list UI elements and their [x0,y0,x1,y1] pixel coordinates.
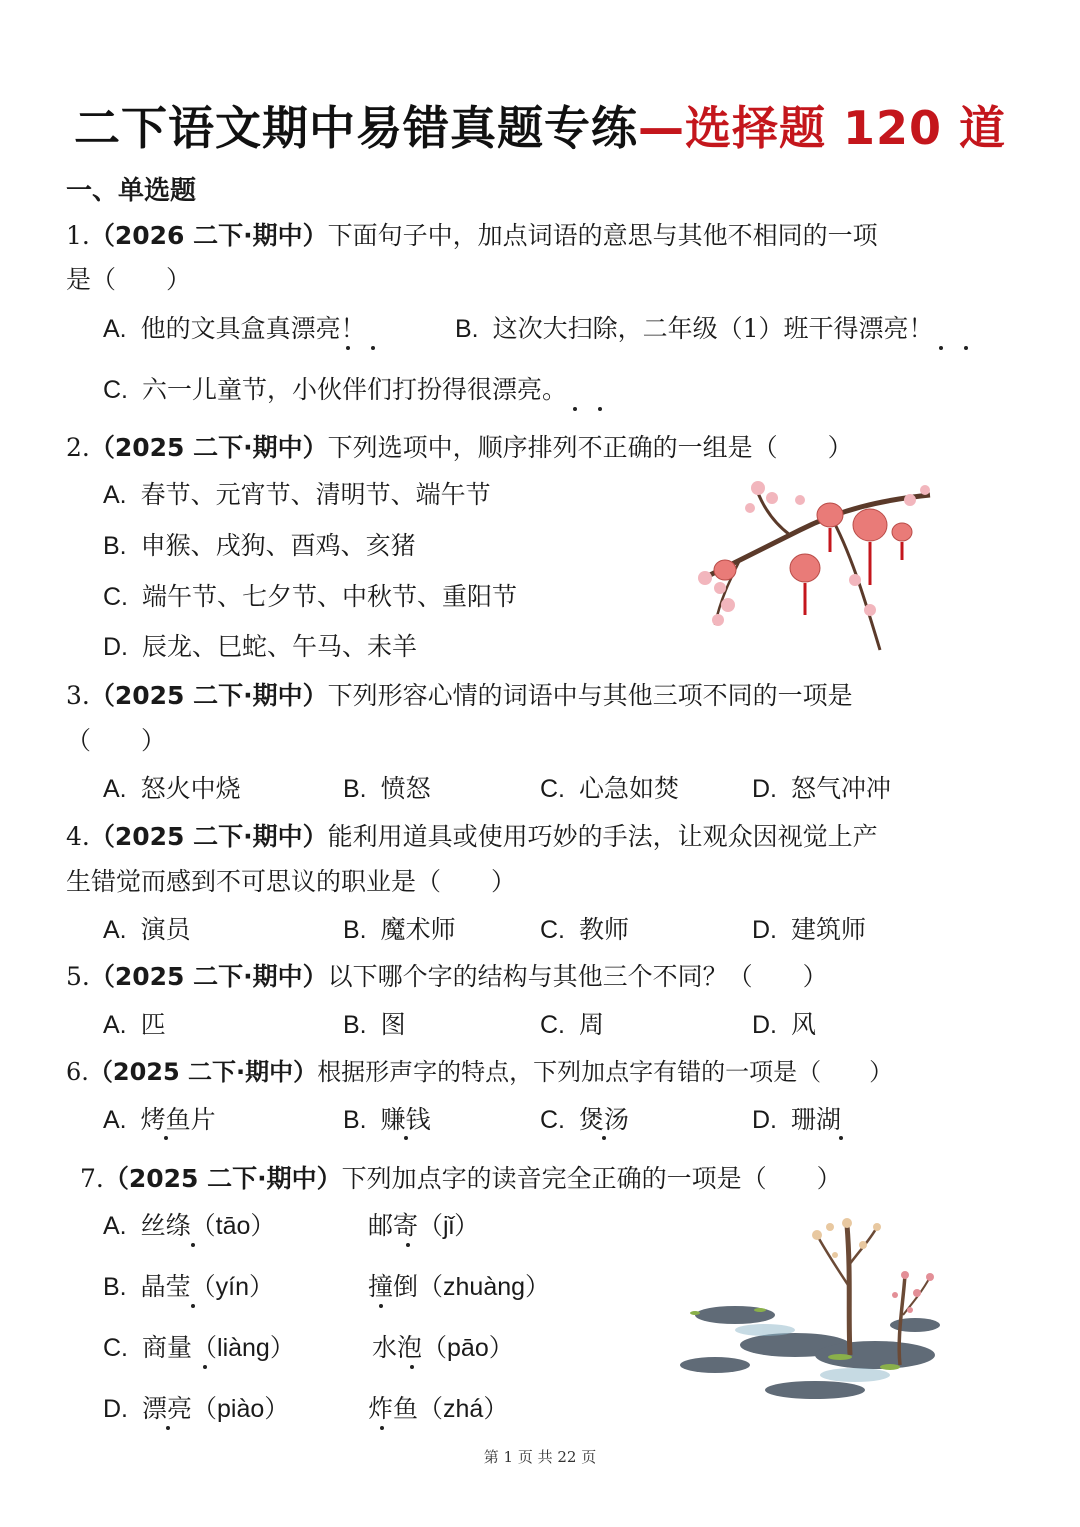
option-letter: B. [455,315,479,343]
option-letter: D. [752,775,777,803]
question-text: 下列形容心情的词语中与其他三项不同的一项是 [327,681,853,710]
option-text: 赚钱 [380,1105,431,1134]
option-letter: B. [343,1011,367,1039]
option-text: 怒火中烧 [140,774,241,803]
option-text: 申猴、戌狗、酉鸡、亥猪 [140,531,416,560]
option-text: 建筑师 [791,915,867,944]
emphasis-dot [203,1365,207,1369]
q6-option-a[interactable] [103,1107,216,1133]
option-letter: C. [540,1106,565,1134]
option-text: 煲汤 [579,1105,630,1134]
q7-option-b-part2 [368,1274,550,1300]
q6-option-c[interactable] [540,1107,629,1133]
option-letter: A. [103,1212,127,1240]
emphasis-dot [598,407,602,411]
option-pinyin-2: （jǐ） [418,1212,480,1240]
option-letter: B. [343,775,367,803]
emphasis-dot [191,1243,195,1247]
option-pinyin-1: （tāo） [190,1212,276,1240]
option-letter: D. [752,1106,777,1134]
option-text: 愤怒 [380,774,431,803]
q6-option-d[interactable] [752,1107,841,1133]
question-2 [66,435,853,460]
q3-option-a[interactable] [103,776,241,802]
emphasis-dot [166,1426,170,1430]
option-text: 魔术师 [380,915,456,944]
option-text: 这次大扫除，二年级（1）班干得漂亮！ [492,314,934,343]
option-word-1: 晶莹 [140,1272,191,1301]
title-main: 二下语文期中易错真题专练 [73,101,638,155]
page-title [0,92,1080,158]
q1-option-b[interactable] [455,316,934,342]
option-text: 辰龙、巳蛇、午马、未羊 [142,632,418,661]
option-text: 匹 [140,1010,166,1039]
question-1 [66,223,878,248]
q2-option-a[interactable] [103,482,491,508]
option-text: 心急如焚 [579,774,680,803]
emphasis-dot [406,1243,410,1247]
option-word-1: 丝绦 [140,1211,191,1240]
q3-option-d[interactable] [752,776,891,802]
question-text: 能利用道具或使用巧妙的手法，让观众因视觉上产 [327,822,878,851]
q2-option-b[interactable] [103,533,416,559]
option-pinyin-2: （zhá） [418,1395,509,1423]
question-3-line2: （ ） [66,726,167,755]
emphasis-dot [964,346,968,350]
question-source: （2025 二下·期中） [89,822,328,851]
option-text: 珊湖 [791,1105,842,1134]
emphasis-dot [191,1304,195,1308]
option-pinyin-1: （piào） [192,1395,290,1423]
emphasis-dot [839,1136,843,1140]
q5-option-a[interactable] [103,1012,166,1038]
question-number: 3. [66,681,90,710]
emphasis-dot [939,346,943,350]
question-5 [66,964,828,989]
emphasis-dot [346,346,350,350]
q7-option-c-part2 [372,1335,514,1361]
option-letter: C. [103,376,128,404]
question-7 [80,1166,842,1191]
option-letter: C. [540,916,565,944]
q5-option-b[interactable] [343,1012,406,1038]
option-word-2: 水泡 [372,1333,423,1362]
option-word-2: 炸鱼 [368,1394,419,1423]
question-source: （2025 二下·期中） [89,433,328,462]
q6-option-b[interactable] [343,1107,431,1133]
question-text: 下列选项中，顺序排列不正确的一组是（ ） [327,433,853,462]
option-pinyin-2: （zhuàng） [418,1273,551,1301]
question-3 [66,683,853,708]
q3-option-b[interactable] [343,776,431,802]
option-word-1: 漂亮 [142,1394,193,1423]
question-number: 7. [80,1164,104,1193]
question-text: 根据形声字的特点，下列加点字有错的一项是（ ） [317,1058,894,1086]
option-text: 端午节、七夕节、中秋节、重阳节 [142,582,518,611]
emphasis-dot [602,1136,606,1140]
option-letter: B. [103,532,127,560]
q7-option-d-part2 [368,1396,508,1422]
emphasis-dot [404,1136,408,1140]
q4-option-c[interactable] [540,917,629,943]
option-letter: A. [103,1106,127,1134]
q7-option-d[interactable] [103,1396,289,1422]
q1-option-c[interactable] [103,377,567,403]
emphasis-dot [410,1365,414,1369]
emphasis-dot [371,346,375,350]
question-4-line2: 生错觉而感到不可思议的职业是（ ） [66,867,517,896]
question-source: （2025 二下·期中） [89,962,328,991]
option-text: 春节、元宵节、清明节、端午节 [140,480,491,509]
option-text: 六一儿童节，小伙伴们打扮得很漂亮。 [142,375,568,404]
q7-option-a[interactable] [103,1213,275,1239]
q7-option-c[interactable] [103,1335,295,1361]
question-text: 下面句子中，加点词语的意思与其他不相同的一项 [327,221,878,250]
option-letter: A. [103,775,127,803]
q7-option-a-part2 [368,1213,479,1239]
question-source: （2026 二下·期中） [89,221,328,250]
q7-option-b[interactable] [103,1274,274,1300]
option-word-1: 商量 [142,1333,193,1362]
question-6 [66,1060,893,1084]
option-letter: B. [103,1273,127,1301]
question-source: （2025 二下·期中） [88,1058,318,1086]
option-letter: D. [103,1395,128,1423]
option-text: 演员 [140,915,191,944]
option-letter: C. [103,1334,128,1362]
option-letter: D. [752,1011,777,1039]
option-text: 图 [380,1010,406,1039]
option-letter: C. [103,583,128,611]
emphasis-dot [164,1136,168,1140]
option-letter: D. [752,916,777,944]
q5-option-c[interactable] [540,1012,604,1038]
q2-option-c[interactable] [103,584,517,610]
title-accent: —选择题 120 道 [637,101,1007,155]
option-letter: A. [103,315,127,343]
option-word-2: 撞倒 [368,1272,419,1301]
plum-branch-lantern-illustration [680,460,945,660]
question-number: 2. [66,433,90,462]
emphasis-dot [379,1304,383,1308]
option-letter: B. [343,916,367,944]
q4-option-b[interactable] [343,917,456,943]
q3-option-c[interactable] [540,776,679,802]
question-source: （2025 二下·期中） [89,681,328,710]
option-text: 周 [579,1010,605,1039]
question-text: 下列加点字的读音完全正确的一项是（ ） [341,1164,842,1193]
question-source: （2025 二下·期中） [103,1164,342,1193]
emphasis-dot [380,1426,384,1430]
option-word-2: 邮寄 [368,1211,419,1240]
option-pinyin-2: （pāo） [422,1334,514,1362]
option-letter: A. [103,1011,127,1039]
section-heading: 一、单选题 [66,176,197,206]
option-letter: C. [540,775,565,803]
option-letter: B. [343,1106,367,1134]
q1-option-a[interactable] [103,316,366,342]
q5-option-d[interactable] [752,1012,816,1038]
option-text: 风 [791,1010,817,1039]
emphasis-dot [573,407,577,411]
question-number: 1. [66,221,90,250]
question-4 [66,824,878,849]
spring-landscape-illustration [665,1205,955,1405]
page-footer: 第 1 页 共 22 页 [483,1448,597,1466]
option-text: 他的文具盒真漂亮！ [140,314,366,343]
option-pinyin-1: （liàng） [192,1334,295,1362]
option-letter: C. [540,1011,565,1039]
q4-option-a[interactable] [103,917,191,943]
question-1-line2: 是（ ） [66,265,192,294]
option-text: 烤鱼片 [140,1105,216,1134]
question-text: 以下哪个字的结构与其他三个不同？（ ） [327,962,828,991]
question-number: 6. [66,1058,89,1086]
option-letter: A. [103,481,127,509]
option-pinyin-1: （yín） [190,1273,274,1301]
option-text: 怒气冲冲 [791,774,892,803]
option-text: 教师 [579,915,630,944]
q4-option-d[interactable] [752,917,866,943]
option-letter: D. [103,633,128,661]
question-number: 5. [66,962,90,991]
question-number: 4. [66,822,90,851]
option-letter: A. [103,916,127,944]
q2-option-d[interactable] [103,634,417,660]
